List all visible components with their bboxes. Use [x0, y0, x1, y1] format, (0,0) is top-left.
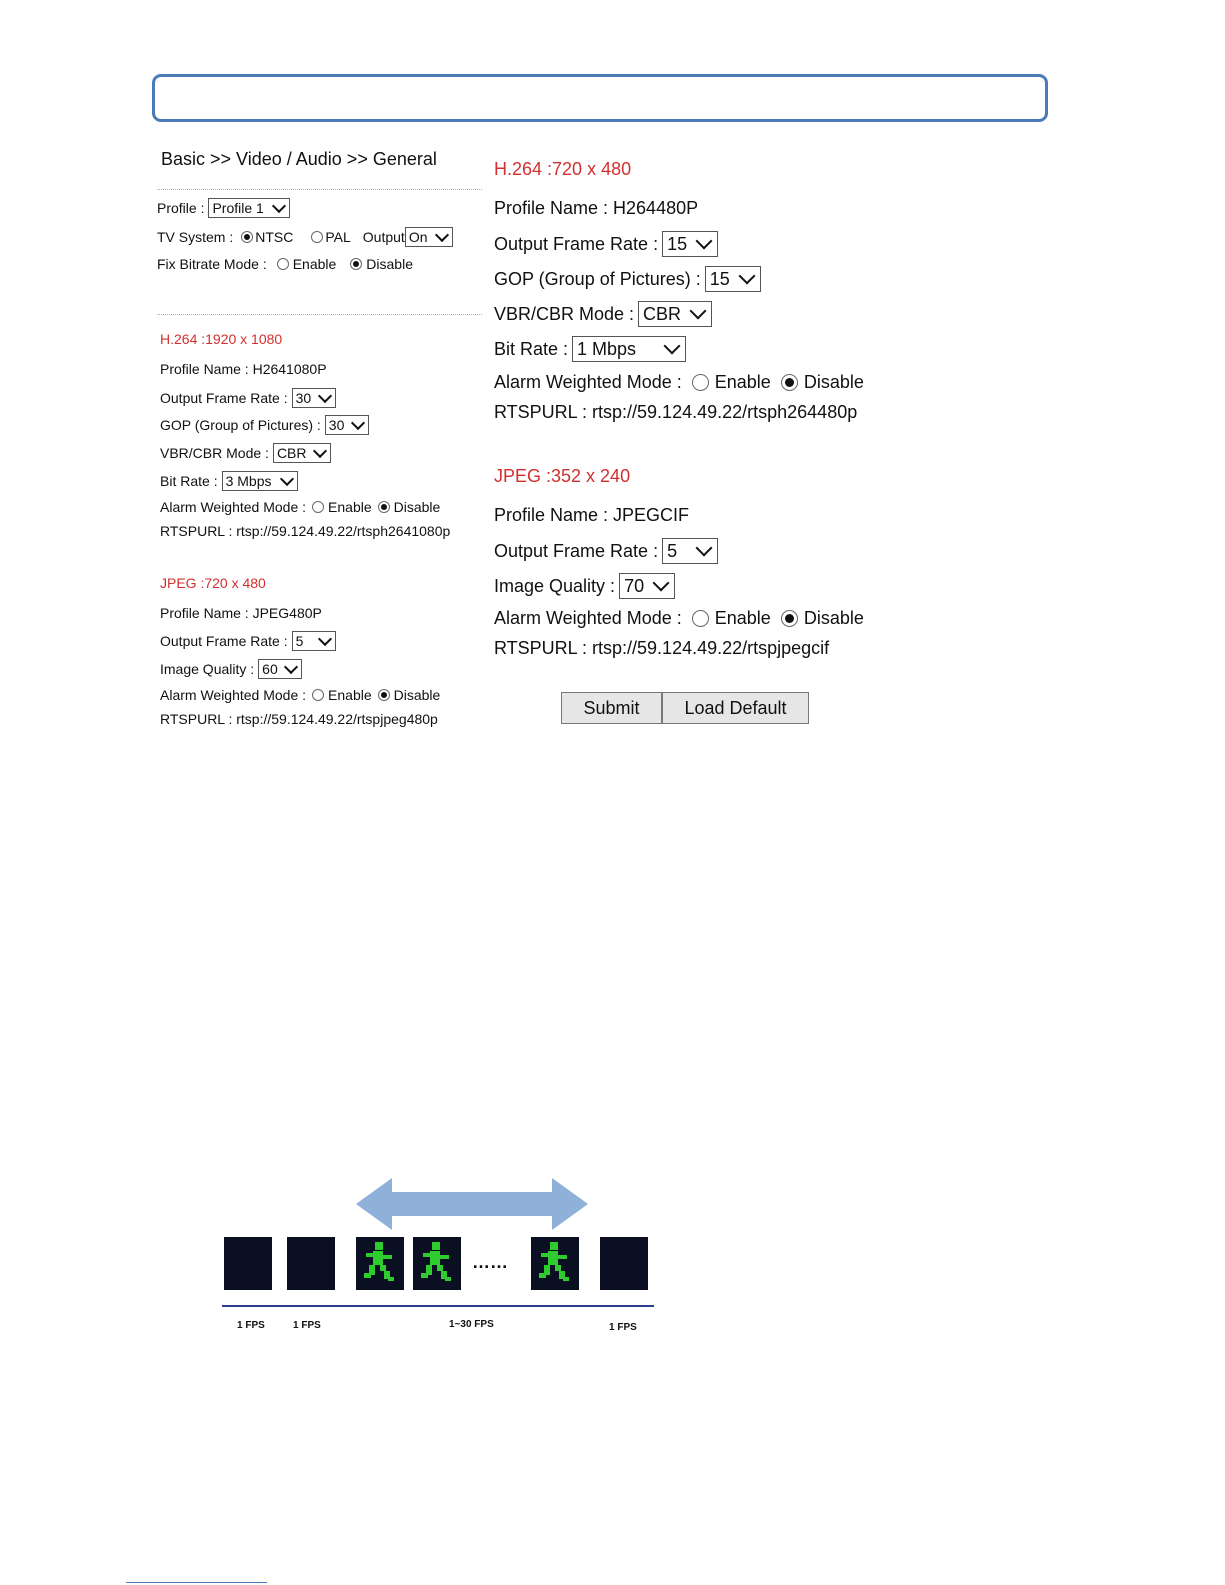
ellipsis: ……	[472, 1252, 508, 1272]
h264-1080-bitrate-row	[160, 471, 298, 491]
enable-label: Enable	[328, 687, 372, 703]
h264-1080-heading: H.264 :1920 x 1080	[160, 331, 283, 347]
h264-480-rtsp-url: RTSPURL : rtsp://59.124.49.22/rtsph264480p	[494, 402, 858, 422]
h264-1080-gop-select[interactable]: 30	[325, 415, 369, 435]
gop-label: GOP (Group of Pictures) :	[160, 417, 321, 433]
alarm-label: Alarm Weighted Mode :	[160, 687, 307, 703]
chevron-down-icon	[690, 303, 707, 320]
chevron-down-icon	[313, 443, 327, 457]
chevron-down-icon	[284, 659, 298, 673]
jpeg-480-profile-name: Profile Name : JPEG480P	[160, 605, 322, 621]
h264-480-frame-rate-select[interactable]: 15	[662, 231, 718, 257]
divider	[157, 314, 482, 315]
walking-figure-frame	[356, 1237, 404, 1290]
chevron-down-icon	[664, 338, 681, 355]
enable-label: Enable	[328, 499, 372, 515]
disable-label: Disable	[393, 687, 441, 703]
h264-480-heading: H.264 :720 x 480	[494, 159, 632, 179]
h264-1080-alarm-enable-radio[interactable]	[312, 501, 324, 513]
profile-select[interactable]: Profile 1	[208, 198, 290, 218]
profile-label: Profile :	[157, 200, 205, 216]
mode-label: VBR/CBR Mode :	[494, 303, 635, 324]
fps-label: 1 FPS	[609, 1322, 637, 1333]
jpeg-480-heading: JPEG :720 x 480	[160, 575, 266, 591]
divider	[157, 189, 482, 190]
alarm-label: Alarm Weighted Mode :	[494, 372, 682, 392]
disable-label: Disable	[366, 256, 413, 272]
tv-system-label: TV System :	[157, 229, 234, 245]
h264-1080-profile-name: Profile Name : H2641080P	[160, 361, 327, 377]
frame-rate-label: Output Frame Rate :	[494, 233, 659, 254]
chevron-down-icon	[318, 388, 332, 402]
chevron-down-icon	[272, 198, 286, 212]
h264-1080-alarm-disable-radio[interactable]	[378, 501, 390, 513]
walking-person-icon	[413, 1237, 461, 1290]
bitrate-label: Bit Rate :	[160, 473, 218, 489]
chevron-down-icon	[696, 540, 713, 557]
frame-rate-label: Output Frame Rate :	[160, 390, 288, 406]
h264-480-alarm-enable-radio[interactable]	[692, 374, 709, 391]
h264-1080-gop-row	[160, 415, 369, 435]
jpeg-cif-alarm-disable-radio[interactable]	[781, 610, 798, 627]
h264-480-mode-select[interactable]: CBR	[638, 301, 712, 327]
h264-1080-rtsp-url: RTSPURL : rtsp://59.124.49.22/rtsph2641080p	[160, 523, 451, 539]
empty-frame	[600, 1237, 648, 1290]
disable-label: Disable	[803, 372, 864, 392]
alarm-label: Alarm Weighted Mode :	[494, 608, 682, 628]
h264-480-profile-name: Profile Name : H264480P	[494, 198, 699, 218]
load-default-button[interactable]: Load Default	[662, 692, 809, 724]
h264-480-frame-rate-row	[494, 231, 718, 257]
chevron-down-icon	[738, 268, 755, 285]
ntsc-label: NTSC	[255, 229, 294, 245]
jpeg-480-rtsp-url: RTSPURL : rtsp://59.124.49.22/rtspjpeg480p	[160, 711, 438, 727]
quality-label: Image Quality :	[160, 661, 255, 677]
frame-rate-label: Output Frame Rate :	[160, 633, 288, 649]
fix-bitrate-row	[157, 256, 413, 272]
quality-label: Image Quality :	[494, 575, 616, 596]
frame-rate-label: Output Frame Rate :	[494, 540, 659, 561]
double-arrow-icon	[356, 1178, 588, 1230]
chevron-down-icon	[435, 227, 449, 241]
jpeg-cif-rtsp-url: RTSPURL : rtsp://59.124.49.22/rtspjpegcif	[494, 638, 830, 658]
h264-1080-mode-select[interactable]: CBR	[273, 443, 331, 463]
enable-label: Enable	[714, 372, 771, 392]
fps-range-label: 1~30 FPS	[449, 1319, 494, 1330]
disable-label: Disable	[393, 499, 441, 515]
h264-480-bitrate-select[interactable]: 1 Mbps	[572, 336, 686, 362]
h264-480-gop-select[interactable]: 15	[705, 266, 761, 292]
h264-480-mode-row	[494, 301, 712, 327]
jpeg-cif-frame-rate-select[interactable]: 5	[662, 538, 718, 564]
h264-480-bitrate-row	[494, 336, 686, 362]
jpeg-cif-quality-row	[494, 573, 675, 599]
jpeg-480-alarm-disable-radio[interactable]	[378, 689, 390, 701]
walking-figure-frame	[531, 1237, 579, 1290]
chevron-down-icon	[280, 471, 294, 485]
h264-480-alarm-disable-radio[interactable]	[781, 374, 798, 391]
empty-frame	[224, 1237, 272, 1290]
empty-frame	[287, 1237, 335, 1290]
jpeg-480-frame-rate-select[interactable]: 5	[292, 631, 336, 651]
fps-label: 1 FPS	[237, 1320, 265, 1331]
disable-label: Disable	[803, 608, 864, 628]
breadcrumb: Basic >> Video / Audio >> General	[161, 149, 437, 169]
fps-label: 1 FPS	[293, 1320, 321, 1331]
fix-bitrate-enable-radio[interactable]	[277, 258, 289, 270]
fix-bitrate-label: Fix Bitrate Mode :	[157, 256, 267, 272]
jpeg-480-alarm-enable-radio[interactable]	[312, 689, 324, 701]
walking-person-icon	[531, 1237, 579, 1290]
chevron-down-icon	[351, 415, 365, 429]
pal-label: PAL	[325, 229, 351, 245]
chevron-down-icon	[318, 631, 332, 645]
profile-row	[157, 198, 290, 218]
jpeg-cif-quality-select[interactable]: 70	[619, 573, 675, 599]
output-select[interactable]: On	[405, 227, 453, 247]
enable-label: Enable	[714, 608, 771, 628]
timeline	[222, 1305, 654, 1307]
h264-1080-bitrate-select[interactable]: 3 Mbps	[222, 471, 298, 491]
header-box	[152, 74, 1048, 122]
jpeg-480-quality-select[interactable]: 60	[258, 659, 302, 679]
h264-480-gop-row	[494, 266, 761, 292]
ntsc-radio[interactable]	[241, 231, 253, 243]
h264-1080-mode-row	[160, 443, 331, 463]
jpeg-480-frame-rate-row	[160, 631, 336, 651]
walking-figure-frame	[413, 1237, 461, 1290]
walking-person-icon	[356, 1237, 404, 1290]
jpeg-cif-heading: JPEG :352 x 240	[494, 466, 631, 486]
jpeg-cif-frame-rate-row	[494, 538, 718, 564]
gop-label: GOP (Group of Pictures) :	[494, 268, 701, 289]
mode-label: VBR/CBR Mode :	[160, 445, 269, 461]
h264-1080-frame-rate-select[interactable]: 30	[292, 388, 336, 408]
tv-system-row	[157, 227, 453, 247]
chevron-down-icon	[653, 575, 670, 592]
pal-radio[interactable]	[311, 231, 323, 243]
output-label: Output	[362, 229, 405, 245]
submit-button[interactable]: Submit	[561, 692, 662, 724]
jpeg-480-alarm-row	[160, 687, 440, 703]
h264-1080-frame-rate-row	[160, 388, 336, 408]
enable-label: Enable	[292, 256, 337, 272]
fix-bitrate-disable-radio[interactable]	[350, 258, 362, 270]
jpeg-cif-profile-name: Profile Name : JPEGCIF	[494, 505, 690, 525]
chevron-down-icon	[696, 233, 713, 250]
h264-1080-alarm-row	[160, 499, 440, 515]
footer-line	[126, 1582, 267, 1583]
h264-480-alarm-row	[494, 372, 864, 393]
alarm-label: Alarm Weighted Mode :	[160, 499, 307, 515]
bitrate-label: Bit Rate :	[494, 338, 569, 359]
jpeg-cif-alarm-enable-radio[interactable]	[692, 610, 709, 627]
jpeg-cif-alarm-row	[494, 608, 864, 629]
jpeg-480-quality-row	[160, 659, 302, 679]
